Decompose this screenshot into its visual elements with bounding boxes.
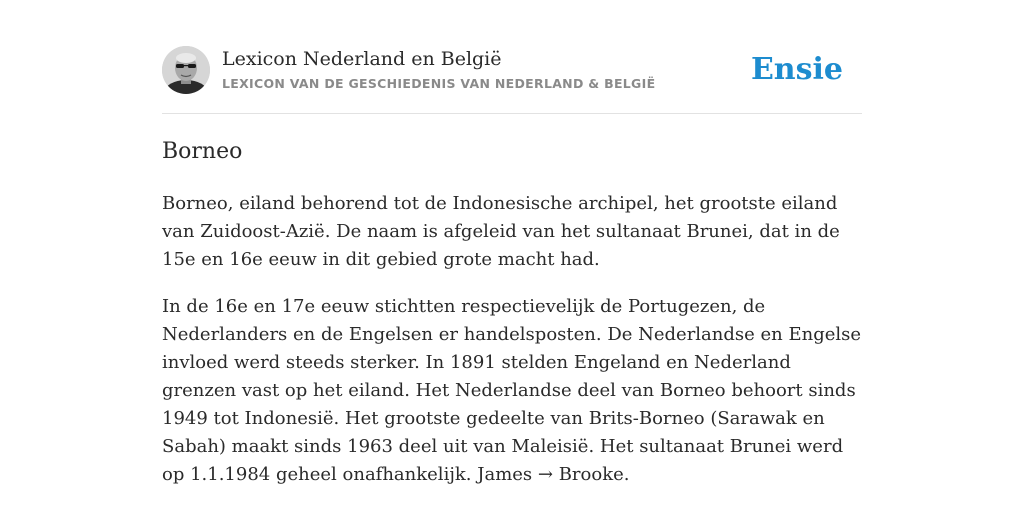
site-subtitle: LEXICON VAN DE GESCHIEDENIS VAN NEDERLAND & BELGIË xyxy=(222,76,656,91)
entry-paragraph-2-end: . xyxy=(623,464,630,485)
entry-paragraph-2-text: In de 16e en 17e eeuw stichtten respectievelijk de Portugezen, de Nederlanders en de Engelsen er handelsposten. De Nederlandse en Engelse invloed werd steeds sterker. In 1891 stelden Engeland en Nederland grenzen vast op het eiland. Het Nederlandse deel van Borneo behoort sinds 1949 tot Indonesië. Het grootste gedeelte van Brits-Borneo (Sarawak en Sabah) maakt sinds 1963 deel uit van Maleisië. Het sultanaat Brunei werd op 1.1.1984 geheel onafhankelijk. James xyxy=(162,296,862,485)
ensie-logo[interactable]: Ensie xyxy=(750,52,843,87)
author-portrait-icon[interactable] xyxy=(162,46,210,94)
entry-title: Borneo xyxy=(162,139,243,164)
site-name-link[interactable]: Lexicon Nederland en België xyxy=(222,48,502,70)
cross-reference-link[interactable]: → Brooke xyxy=(537,464,624,485)
header-text xyxy=(222,46,655,92)
entry-paragraph-1: Borneo, eiland behorend tot de Indonesische archipel, het grootste eiland van Zuidoost-Azië. De naam is afgeleid van het sultanaat Brunei, dat in de 15e en 16e eeuw in dit gebied grote macht had. xyxy=(162,193,840,270)
entry-paragraph-2 xyxy=(162,293,867,489)
site-header xyxy=(162,46,862,114)
entry-content xyxy=(162,137,867,489)
